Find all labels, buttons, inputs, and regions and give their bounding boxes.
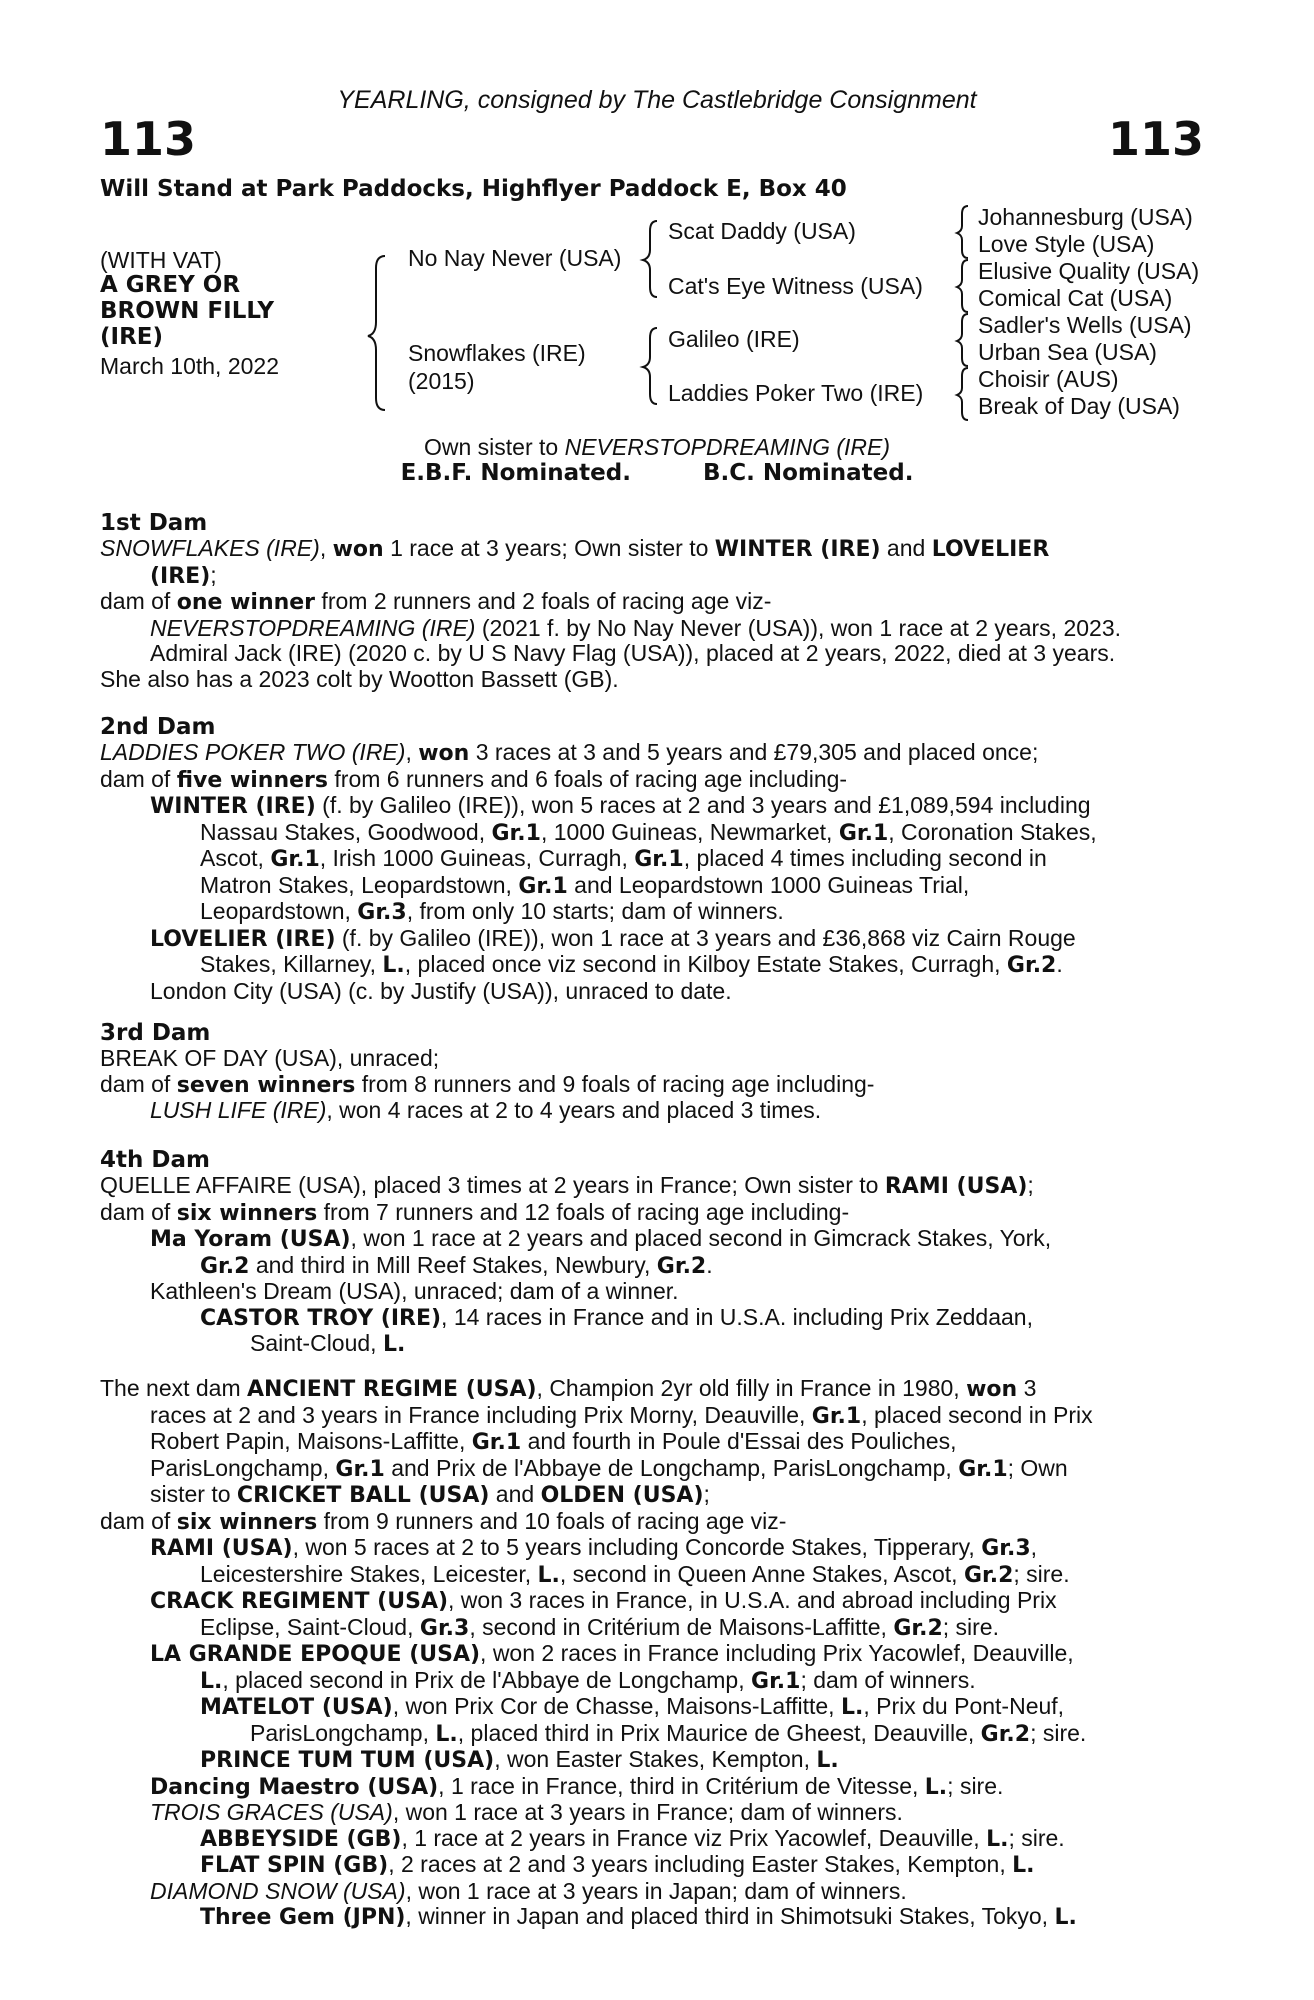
plain-text: , won Prix Cor de Chasse, Maisons-Laffitte, — [392, 1693, 841, 1719]
plain-text: ; sire. — [1013, 1560, 1070, 1587]
bold-text: Gr.2 — [963, 1562, 1014, 1588]
text-line — [100, 1305, 1205, 1332]
bold-text: L. — [435, 1721, 458, 1747]
plain-text: ; Own — [1007, 1454, 1068, 1481]
sire-brace — [643, 221, 657, 297]
bold-text: L. — [1012, 1853, 1035, 1878]
italic-text: SNOWFLAKES (IRE) — [100, 535, 320, 561]
bold-text: Gr.2 — [893, 1615, 943, 1641]
bold-text: RAMI (USA) — [150, 1536, 293, 1561]
plain-text: from 7 runners and 12 foals of racing age including- — [317, 1198, 850, 1225]
vat-note: (WITH VAT) — [100, 247, 222, 273]
italic-text: LADDIES POKER TWO (IRE) — [100, 739, 406, 765]
horse-description-2: BROWN FILLY — [100, 298, 275, 324]
plain-text: dam of — [100, 1198, 177, 1225]
bold-text: RAMI (USA) — [884, 1174, 1028, 1199]
plain-text: , placed 4 times including second in — [683, 845, 1047, 871]
bold-text: L. — [924, 1774, 948, 1800]
own-sister-name: NEVERSTOPDREAMING (IRE) — [564, 434, 891, 460]
bold-text: seven winners — [176, 1072, 356, 1098]
plain-text: (f. by Galileo (IRE)), won 1 race at 3 years and £36,868 viz Cairn Rouge — [335, 924, 1076, 951]
section-heading: 2nd Dam — [100, 714, 216, 740]
bold-text: (IRE) — [150, 563, 211, 589]
bold-text: PRINCE TUM TUM (USA) — [200, 1748, 495, 1773]
plain-text: , placed third in Prix Maurice de Gheest, Deauville, — [457, 1719, 981, 1746]
plain-text: Leopardstown, — [200, 898, 358, 924]
text-line — [100, 1429, 1205, 1456]
section-next-dam — [100, 1376, 1205, 1931]
plain-text: Eclipse, Saint-Cloud, — [200, 1613, 420, 1640]
bold-text: WINTER (IRE) — [714, 537, 881, 562]
plain-text: Saint-Cloud, — [250, 1330, 383, 1356]
text-line — [100, 899, 1205, 926]
text-line — [100, 979, 1205, 1005]
plain-text: Leicestershire Stakes, Leicester, — [200, 1560, 538, 1587]
horse-description-3: (IRE) — [100, 324, 164, 350]
bold-text: CASTOR TROY (IRE) — [200, 1305, 442, 1331]
plain-text: dam of — [100, 1070, 177, 1097]
text-line — [100, 926, 1205, 953]
g3-ancestor-6: Urban Sea (USA) — [978, 339, 1157, 365]
bold-text: Gr.2 — [200, 1253, 250, 1279]
bold-text: won — [966, 1377, 1018, 1402]
plain-text: ; sire. — [942, 1613, 999, 1640]
brace-g3-1 — [957, 206, 968, 258]
plain-text: and Leopardstown 1000 Guineas Trial, — [567, 871, 970, 898]
bold-text: Gr.3 — [981, 1536, 1031, 1561]
bold-text: L. — [537, 1562, 560, 1588]
plain-text: (f. by Galileo (IRE)), won 5 races at 2 and 3 years and £1,089,594 including — [315, 792, 1091, 818]
plain-text: , second in Queen Anne Stakes, Ascot, — [559, 1560, 964, 1587]
bold-text: Three Gem (JPN) — [200, 1905, 406, 1930]
text-line — [100, 873, 1205, 900]
g3-ancestor-8: Break of Day (USA) — [978, 393, 1180, 419]
plain-text: , won 5 races at 2 to 5 years including Concorde Stakes, Tipperary, — [292, 1534, 982, 1560]
lot-number-left: 113 — [100, 112, 197, 166]
g3-ancestor-7: Choisir (AUS) — [978, 366, 1119, 392]
plain-text: dam of — [100, 1507, 177, 1534]
plain-text: ; — [1027, 1172, 1034, 1198]
bold-text: Dancing Maestro (USA) — [150, 1774, 439, 1800]
italic-text: LUSH LIFE (IRE) — [150, 1097, 327, 1123]
text-line — [100, 1253, 1205, 1280]
plain-text: , placed once viz second in Kilboy Estate Stakes, Curragh, — [404, 951, 1007, 977]
plain-text: ; — [210, 561, 217, 588]
plain-text: QUELLE AFFAIRE (USA), placed 3 times at 2 years in France; Own sister to — [100, 1172, 885, 1198]
bold-text: CRACK REGIMENT (USA) — [150, 1589, 449, 1614]
section-heading: 4th Dam — [100, 1147, 210, 1173]
plain-text: and fourth in Poule d'Essai des Pouliches, — [521, 1428, 957, 1454]
text-line — [100, 1800, 1205, 1826]
stabling-location: Will Stand at Park Paddocks, Highflyer Paddock E, Box 40 — [100, 176, 847, 202]
bold-text: L. — [200, 1668, 223, 1694]
text-line — [100, 1482, 1205, 1509]
plain-text: , won 1 race at 3 years in France; dam of winners. — [392, 1799, 903, 1825]
text-line — [100, 536, 1205, 563]
bold-text: Gr.1 — [811, 1403, 862, 1429]
bold-text: L. — [382, 953, 405, 978]
plain-text: from 8 runners and 9 foals of racing age including- — [355, 1070, 875, 1097]
plain-text: . — [706, 1251, 713, 1278]
bold-text: LA GRANDE EPOQUE (USA) — [150, 1642, 481, 1667]
plain-text: , won Easter Stakes, Kempton, — [494, 1746, 817, 1772]
sire-sire: Scat Daddy (USA) — [668, 218, 856, 244]
plain-text: 3 races at 3 and 5 years and £79,305 and placed once; — [469, 739, 1039, 765]
plain-text: , won 1 race at 3 years in Japan; dam of winners. — [405, 1877, 907, 1904]
bold-text: five winners — [176, 767, 329, 793]
bold-text: six winners — [176, 1509, 318, 1535]
plain-text: London City (USA) (c. by Justify (USA)), unraced to date. — [150, 977, 732, 1004]
g3-ancestor-5: Sadler's Wells (USA) — [978, 312, 1192, 338]
plain-text: She also has a 2023 colt by Wootton Bassett (GB). — [100, 665, 619, 692]
bold-text: Gr.1 — [518, 873, 568, 899]
plain-text: from 9 runners and 10 foals of racing age viz- — [317, 1507, 787, 1534]
text-line — [100, 846, 1205, 873]
text-line — [100, 667, 1205, 693]
plain-text: and — [880, 535, 932, 561]
text-line — [100, 563, 1205, 590]
plain-text: ; sire. — [1008, 1824, 1065, 1851]
text-line — [100, 1509, 1205, 1536]
text-line — [100, 1774, 1205, 1801]
text-line — [100, 1747, 1205, 1774]
plain-text: , — [319, 535, 333, 561]
text-line — [100, 1173, 1205, 1200]
plain-text: , Irish 1000 Guineas, Curragh, — [319, 845, 635, 871]
bold-text: Gr.1 — [958, 1456, 1008, 1482]
nominations — [0, 460, 1314, 486]
foaling-date: March 10th, 2022 — [100, 353, 280, 379]
bold-text: LOVELIER — [931, 537, 1050, 562]
bold-text: one winner — [176, 590, 316, 615]
plain-text: . — [1056, 951, 1063, 977]
section-3rd-dam — [100, 1020, 1205, 1124]
plain-text: , winner in Japan and placed third in Shimotsuki Stakes, Tokyo, — [405, 1903, 1055, 1929]
text-line — [100, 1562, 1205, 1589]
bold-text: OLDEN (USA) — [540, 1483, 704, 1508]
lot-number-right: 113 — [1107, 112, 1204, 166]
text-line — [100, 1046, 1205, 1072]
plain-text: Nassau Stakes, Goodwood, — [200, 818, 492, 845]
dam-dam: Laddies Poker Two (IRE) — [668, 380, 924, 406]
bold-text: Gr.1 — [634, 847, 684, 872]
text-line — [100, 1852, 1205, 1879]
plain-text: Admiral Jack (IRE) (2020 c. by U S Navy Flag (USA)), placed at 2 years, 2022, died at 3 years. — [150, 640, 1116, 666]
plain-text: ; sire. — [947, 1772, 1004, 1799]
brace-g3-4 — [957, 368, 968, 420]
brace-g3-3 — [957, 314, 968, 366]
plain-text: ParisLongchamp, — [150, 1454, 336, 1481]
plain-text: and Prix de l'Abbaye de Longchamp, ParisLongchamp, — [384, 1454, 959, 1481]
bold-text: Gr.1 — [270, 847, 320, 872]
bold-text: L. — [816, 1748, 839, 1773]
bold-text: L. — [382, 1332, 406, 1357]
plain-text: and third in Mill Reef Stakes, Newbury, — [249, 1251, 657, 1278]
plain-text: , 1 race in France, third in Critérium de Vitesse, — [438, 1772, 925, 1799]
bc-nominated: B.C. Nominated. — [702, 460, 914, 486]
plain-text: , 2 races at 2 and 3 years including Easter Stakes, Kempton, — [388, 1851, 1013, 1877]
own-sister-prefix: Own sister to — [423, 434, 565, 460]
sire-dam: Cat's Eye Witness (USA) — [668, 273, 923, 299]
text-line — [100, 1200, 1205, 1227]
text-line — [100, 767, 1205, 794]
text-line — [100, 1721, 1205, 1748]
sire-name: No Nay Never (USA) — [408, 245, 622, 271]
plain-text: Stakes, Killarney, — [200, 951, 383, 977]
horse-description-1: A GREY OR — [100, 272, 241, 298]
plain-text: (2021 f. by No Nay Never (USA)), won 1 race at 2 years, 2023. — [475, 614, 1122, 641]
text-line — [100, 952, 1205, 979]
section-1st-dam — [100, 510, 1205, 692]
bold-text: L. — [1054, 1905, 1077, 1930]
dam-sire: Galileo (IRE) — [668, 326, 800, 352]
plain-text: , won 2 races in France including Prix Yacowlef, Deauville, — [480, 1640, 1074, 1666]
italic-text: TROIS GRACES (USA) — [150, 1799, 393, 1825]
bold-text: CRICKET BALL (USA) — [236, 1483, 490, 1508]
bold-text: FLAT SPIN (GB) — [200, 1853, 389, 1878]
bold-text: Gr.2 — [1006, 953, 1057, 978]
section-2nd-dam — [100, 714, 1205, 1004]
plain-text: dam of — [100, 588, 177, 614]
bold-text: Ma Yoram (USA) — [150, 1227, 351, 1252]
text-line — [100, 1376, 1205, 1403]
bold-text: ABBEYSIDE (GB) — [200, 1826, 402, 1852]
plain-text: 1 race at 3 years; Own sister to — [383, 535, 715, 561]
text-line — [100, 1588, 1205, 1615]
text-line — [100, 616, 1205, 642]
text-line — [100, 740, 1205, 767]
italic-text: NEVERSTOPDREAMING (IRE) — [150, 614, 476, 641]
plain-text: , placed second in Prix — [861, 1401, 1093, 1428]
g3-ancestor-3: Elusive Quality (USA) — [978, 258, 1200, 284]
plain-text: ; sire. — [1030, 1719, 1087, 1746]
bold-text: six winners — [176, 1200, 318, 1226]
text-line — [100, 1098, 1205, 1124]
italic-text: DIAMOND SNOW (USA) — [150, 1877, 406, 1904]
plain-text: ParisLongchamp, — [250, 1719, 436, 1746]
bold-text: won — [332, 537, 384, 562]
plain-text: BREAK OF DAY (USA), unraced; — [100, 1045, 440, 1071]
plain-text: , 1000 Guineas, Newmarket, — [540, 818, 839, 845]
bold-text: Gr.1 — [751, 1668, 801, 1694]
bold-text: won — [418, 741, 470, 766]
plain-text: , placed second in Prix de l'Abbaye de Longchamp, — [222, 1666, 752, 1693]
plain-text: , Coronation Stakes, — [888, 818, 1097, 845]
g3-ancestor-2: Love Style (USA) — [978, 231, 1155, 257]
section-heading: 1st Dam — [100, 510, 208, 536]
text-line — [100, 1694, 1205, 1721]
brace-g3-2 — [957, 260, 968, 312]
bold-text: Gr.2 — [656, 1253, 707, 1279]
text-line — [100, 1279, 1205, 1305]
plain-text: , from only 10 starts; dam of winners. — [406, 898, 784, 924]
plain-text: 3 — [1017, 1375, 1037, 1401]
plain-text: ; — [703, 1481, 710, 1507]
bold-text: Gr.2 — [980, 1721, 1031, 1747]
plain-text: from 2 runners and 2 foals of racing age viz- — [315, 588, 772, 614]
plain-text: ; dam of winners. — [800, 1666, 976, 1693]
bold-text: ANCIENT REGIME (USA) — [247, 1377, 537, 1402]
plain-text: , — [1030, 1534, 1038, 1560]
plain-text: Ascot, — [200, 845, 271, 871]
own-sister-note — [0, 434, 1314, 461]
text-line — [100, 1904, 1205, 1931]
bold-text: WINTER (IRE) — [150, 794, 316, 819]
bold-text: Gr.3 — [357, 900, 407, 925]
g3-ancestor-4: Comical Cat (USA) — [978, 285, 1173, 311]
plain-text: dam of — [100, 765, 177, 792]
plain-text: , second in Critérium de Maisons-Laffitte, — [469, 1613, 894, 1640]
plain-text: , 14 races in France and in U.S.A. including Prix Zeddaan, — [441, 1303, 1033, 1330]
text-line — [100, 1403, 1205, 1430]
text-line — [100, 1826, 1205, 1853]
text-line — [100, 1641, 1205, 1668]
bold-text: LOVELIER (IRE) — [150, 926, 336, 952]
text-line — [100, 1615, 1205, 1642]
bold-text: Gr.3 — [419, 1615, 470, 1641]
text-line — [100, 1331, 1205, 1358]
g3-ancestor-1: Johannesburg (USA) — [978, 204, 1193, 230]
bold-text: Gr.1 — [838, 820, 889, 846]
bold-text: Gr.1 — [471, 1430, 522, 1455]
section-4th-dam — [100, 1147, 1205, 1358]
bold-text: Gr.1 — [335, 1456, 385, 1482]
dam-year: (2015) — [408, 368, 475, 394]
text-line — [100, 589, 1205, 616]
text-line — [100, 1456, 1205, 1483]
plain-text: , — [405, 739, 419, 765]
text-line — [100, 1226, 1205, 1253]
plain-text: Matron Stakes, Leopardstown, — [200, 871, 519, 898]
text-line — [100, 820, 1205, 847]
text-line — [100, 793, 1205, 820]
plain-text: , Champion 2yr old filly in France in 1980, — [536, 1375, 967, 1401]
plain-text: , 1 race at 2 years in France viz Prix Yacowlef, Deauville, — [401, 1824, 987, 1851]
text-line — [100, 1072, 1205, 1099]
plain-text: , Prix du Pont-Neuf, — [863, 1693, 1065, 1719]
plain-text: , won 3 races in France, in U.S.A. and abroad including Prix — [448, 1587, 1057, 1613]
plain-text: , won 1 race at 2 years and placed second in Gimcrack Stakes, York, — [350, 1225, 1052, 1251]
plain-text: Kathleen's Dream (USA), unraced; dam of a winner. — [150, 1278, 679, 1304]
plain-text: and — [489, 1481, 541, 1507]
text-line — [100, 1668, 1205, 1695]
main-brace — [368, 256, 385, 410]
text-line — [100, 641, 1205, 667]
text-line — [100, 1879, 1205, 1905]
plain-text: from 6 runners and 6 foals of racing age including- — [328, 765, 848, 792]
plain-text: sister to — [150, 1481, 237, 1507]
section-heading: 3rd Dam — [100, 1020, 211, 1046]
plain-text: Robert Papin, Maisons-Laffitte, — [150, 1428, 472, 1454]
bold-text: MATELOT (USA) — [200, 1695, 393, 1720]
dam-name: Snowflakes (IRE) — [408, 340, 586, 366]
plain-text: The next dam — [100, 1375, 248, 1401]
bold-text: L. — [840, 1695, 864, 1720]
text-line — [100, 1535, 1205, 1562]
bold-text: L. — [986, 1826, 1009, 1852]
plain-text: races at 2 and 3 years in France including Prix Morny, Deauville, — [150, 1401, 812, 1428]
bold-text: Gr.1 — [491, 820, 541, 846]
consignment-line: YEARLING, consigned by The Castlebridge Consignment — [337, 86, 977, 114]
ebf-nominated: E.B.F. Nominated. — [400, 460, 631, 486]
plain-text: , won 4 races at 2 to 4 years and placed 3 times. — [326, 1097, 822, 1123]
dam-brace — [643, 328, 657, 404]
